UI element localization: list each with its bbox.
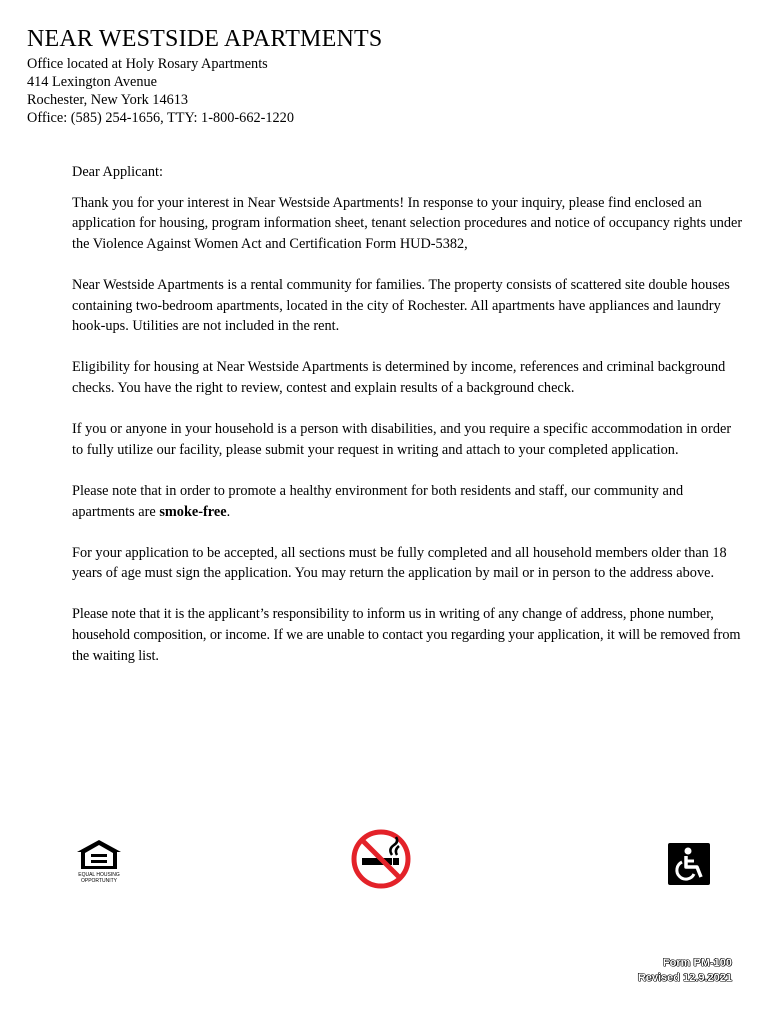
phone-line: Office: (585) 254-1656, TTY: 1-800-662-1220 (27, 110, 294, 126)
office-location-line: Office located at Holy Rosary Apartments (27, 56, 268, 72)
paragraph-smoke-free (72, 481, 744, 522)
paragraph-eligibility: Eligibility for housing at Near Westside Apartments is determined by income, references and criminal background checks. You have the right to review, contest and explain results of a background check. (72, 359, 726, 396)
letter-body (72, 162, 744, 687)
page-title: NEAR WESTSIDE APARTMENTS (27, 26, 383, 52)
eho-caption-2: OPPORTUNITY (80, 878, 118, 884)
paragraph-enclosures: Thank you for your interest in Near Westside Apartments! In response to your inquiry, please find enclosed an application for housing, program information sheet, tenant selection procedures and notice of occupancy rights under the Violence Against Women Act and Certification Form HUD-5382, (72, 194, 743, 252)
form-identifier (638, 956, 732, 986)
smoke-free-text-suffix: . (226, 503, 231, 520)
no-smoking-icon (350, 828, 412, 890)
paragraph-completion: For your application to be accepted, all sections must be fully completed and all household members older than 18 years of age must sign the application. You may return the application by mail or in person to the address above. (72, 544, 727, 582)
greeting: Dear Applicant: (72, 164, 163, 180)
office-address-block (27, 55, 294, 127)
smoke-free-text-prefix: Please note that in order to promote a healthy environment for both residents and staff, our community and apartments are (72, 482, 684, 520)
eho-caption-1: EQUAL HOUSING (78, 872, 120, 878)
street-address-line: 414 Lexington Avenue (27, 74, 157, 90)
revision-date: Revised 12.9.2021 (637, 972, 732, 984)
equal-housing-opportunity-icon (73, 838, 125, 884)
city-state-zip-line: Rochester, New York 14613 (27, 92, 189, 108)
form-number: Form PM-100 (662, 957, 732, 969)
paragraph-community: Near Westside Apartments is a rental community for families. The property consists of scattered site double houses containing two-bedroom apartments, located in the city of Rochester. All apartments have appliances and laundry hook-ups. Utilities are not included in the rent. (72, 276, 730, 335)
paragraph-responsibility: Please note that it is the applicant’s responsibility to inform us in writing of any change of address, phone number, household composition, or income. If we are unable to contact you regarding your application, it will be removed from the waiting list. (72, 606, 741, 664)
wheelchair-accessible-icon (668, 843, 710, 885)
smoke-free-emphasis: smoke-free (159, 503, 227, 520)
paragraph-accommodation: If you or anyone in your household is a person with disabilities, and you require a specific accommodation in order to fully utilize our facility, please submit your request in writing and attach to your completed application. (72, 421, 732, 458)
